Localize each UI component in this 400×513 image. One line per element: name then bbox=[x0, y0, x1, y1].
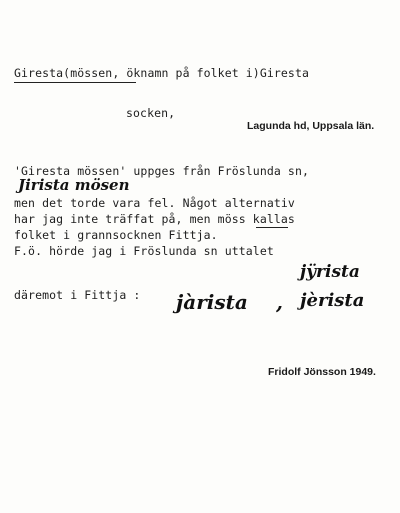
header-line-1: Giresta(mössen, öknamn på folket i)Giresta bbox=[14, 66, 309, 80]
body-line-2: men det torde vara fel. Något alternativ bbox=[14, 196, 295, 210]
body-line-6: däremot i Fittja : bbox=[14, 288, 141, 302]
signature: Fridolf Jönsson 1949. bbox=[268, 366, 376, 378]
handwritten-separator: , bbox=[276, 290, 283, 314]
handwritten-form-2: jÿrista bbox=[300, 262, 360, 282]
body-line-5: F.ö. hörde jag i Fröslunda sn uttalet bbox=[14, 244, 274, 258]
location-label: Lagunda hd, Uppsala län. bbox=[247, 120, 375, 132]
body-line-3: har jag inte träffat på, men möss kallas bbox=[14, 212, 295, 226]
header-line-2: socken, bbox=[126, 106, 176, 120]
body-line-4: folket i grannsocknen Fittja. bbox=[14, 228, 218, 242]
header-underline bbox=[14, 82, 136, 83]
moss-underline bbox=[256, 227, 288, 228]
body-line-1: 'Giresta mössen' uppges från Fröslunda sn, bbox=[14, 164, 309, 178]
handwritten-form-1: Jirista mösen bbox=[18, 176, 130, 194]
handwritten-form-3: jàrista bbox=[176, 290, 248, 314]
handwritten-form-4: jèrista bbox=[300, 290, 365, 311]
